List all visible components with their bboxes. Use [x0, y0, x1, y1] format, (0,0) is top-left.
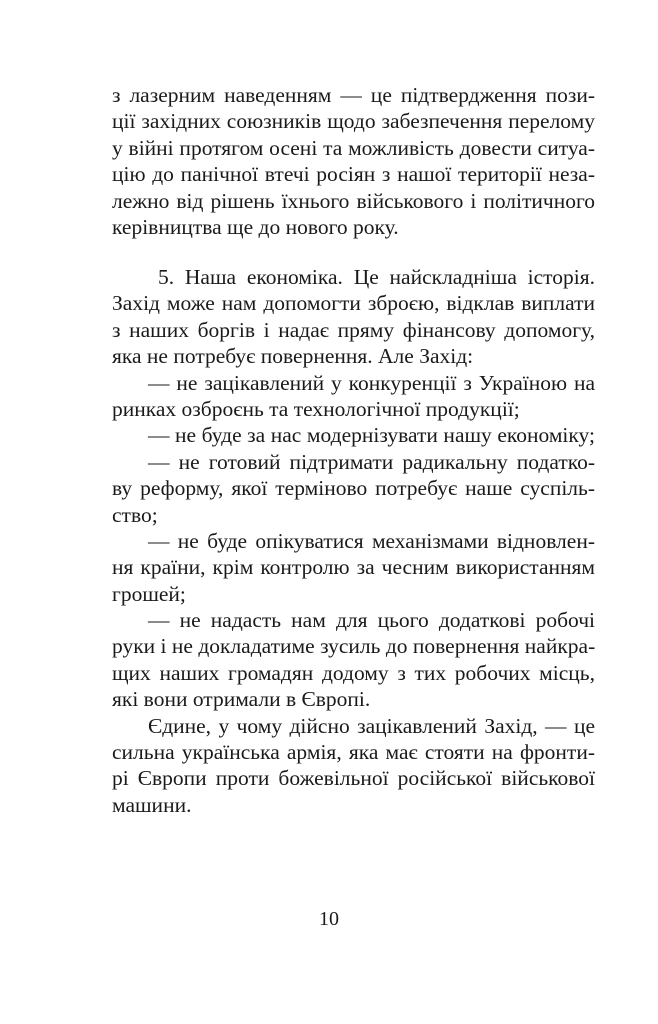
text-line: лежно від рішень їхнього військового і політичного	[112, 188, 595, 213]
paragraph-1	[112, 82, 595, 240]
text-line: ня країни, крім контролю за чесним використанням	[112, 555, 595, 580]
text-line: ції західних союзників щодо забезпечення перелому	[112, 109, 595, 134]
text-line: машини.	[112, 792, 192, 817]
text-line: сильна українська армія, яка має стояти на фронти-	[112, 740, 595, 765]
text-line: які вони отримали в Європі.	[112, 687, 371, 712]
list-item-line: — не надасть нам для цього додаткові робочі	[148, 608, 595, 633]
text-line: грошей;	[112, 581, 186, 606]
text-line: Захід може нам допомогти зброєю, відклав виплати	[112, 291, 595, 316]
page-number: 10	[319, 908, 339, 930]
text-line: у війні протягом осені та можливість довести ситуа-	[112, 135, 595, 160]
list-item-line: — не буде за нас модернізувати нашу економіку;	[148, 423, 595, 448]
text-line: цію до панічної втечі росіян з нашої території неза-	[112, 162, 595, 187]
list-item-line: — не буде опікуватися механізмами відновлен-	[148, 528, 595, 553]
list-item-line: — не зацікавлений у конкуренції з Україною на	[148, 370, 595, 395]
section-heading-line: 5. Наша економіка. Це найскладніша історія.	[158, 265, 595, 289]
text-line: з наших боргів і надає пряму фінансову допомогу,	[112, 317, 595, 342]
text-line: яка не потребує повернення. Але Захід:	[112, 344, 474, 369]
text-line: щих наших громадян додому з тих робочих місць,	[112, 660, 595, 685]
text-line: ринках озброєнь та технологічної продукції;	[112, 396, 520, 421]
text-line: руки і не докладатиме зусиль до повернення найкра-	[112, 634, 596, 659]
text-line: рі Європи проти божевільної російської військової	[112, 766, 595, 791]
text-line: ву реформу, якої терміново потребує наше суспіль-	[112, 476, 595, 501]
paragraph-2	[112, 264, 595, 818]
list-item-line: — не готовий підтримати радикальну податко-	[148, 449, 595, 474]
text-line: з лазерним наведенням — це підтвердження пози-	[112, 83, 595, 107]
text-line: Єдине, у чому дійсно зацікавлений Захід, — це	[148, 713, 595, 738]
text-line: ство;	[112, 502, 158, 527]
text-line: керівництва ще до нового року.	[112, 214, 399, 239]
